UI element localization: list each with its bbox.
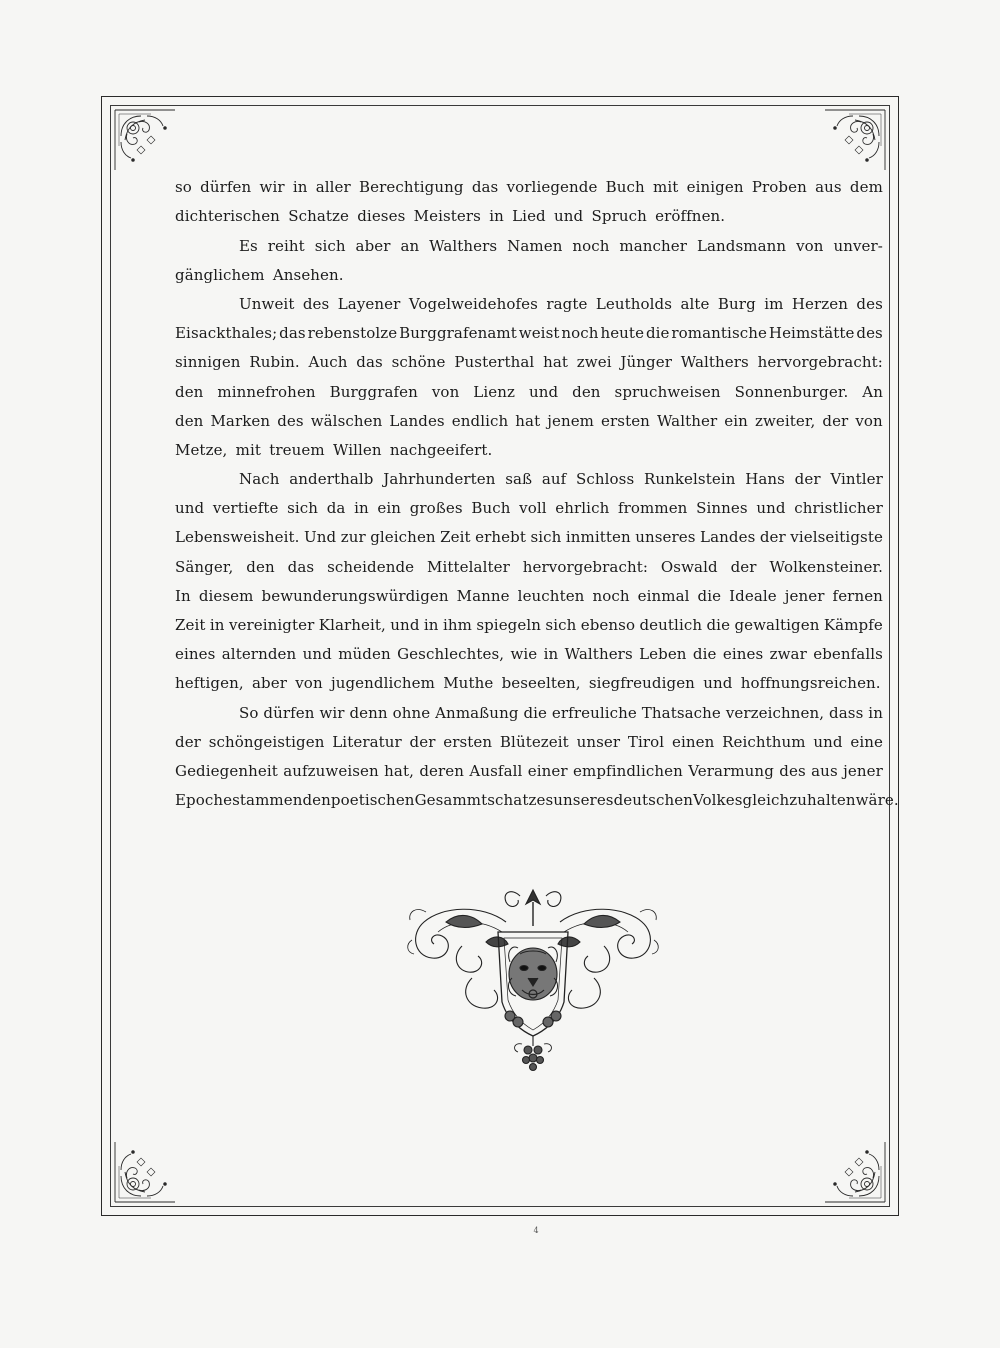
word: das [287, 557, 315, 576]
word: Kämpfe [823, 616, 883, 634]
word: hoffnungsreichen. [740, 674, 881, 693]
word: aber [355, 236, 391, 255]
word: ebenfalls [813, 645, 883, 664]
word: und [756, 499, 786, 518]
word: eines [175, 645, 216, 664]
word: und [703, 674, 733, 693]
word: und [528, 382, 559, 401]
word: mancher [619, 236, 688, 255]
word: nachgeeifert. [389, 440, 493, 459]
word: stammenden [232, 791, 331, 810]
word: eines [722, 645, 764, 664]
word: an [400, 236, 420, 255]
word: Marken [210, 411, 271, 430]
word: noch [572, 236, 610, 255]
word: sinnigen [175, 353, 241, 372]
word: Klarheit, [318, 616, 386, 634]
word: Lebensweisheit. [175, 528, 300, 547]
word: sich [314, 236, 346, 255]
word: Walthers [564, 645, 633, 664]
text-line [175, 196, 883, 225]
word: den [175, 382, 204, 401]
word: den [246, 557, 275, 576]
word: Epoche [175, 791, 233, 810]
word: Walthers [680, 353, 749, 372]
word: das [356, 353, 383, 372]
word: Unweit [239, 294, 295, 313]
word: schöngeistigen [208, 732, 325, 751]
word: Reichthum [722, 732, 806, 751]
word: rebenstolze [307, 324, 398, 343]
word: An [862, 382, 883, 401]
word: Berechtigung [359, 178, 464, 197]
word: großes [409, 499, 463, 518]
word: und [813, 732, 843, 751]
text-line [175, 546, 883, 575]
text-line [175, 371, 883, 400]
word: frommen [618, 499, 688, 518]
word: heftigen, [175, 674, 244, 693]
corner-ornament-icon [111, 1138, 179, 1206]
word: Muthe [443, 674, 494, 693]
word: inmitten [565, 528, 631, 547]
text-line [175, 167, 883, 196]
word: wir [259, 178, 285, 197]
word: unseres [635, 528, 696, 547]
word: Lied [512, 207, 546, 226]
word: sich [530, 528, 562, 547]
word: aufzuweisen [283, 761, 379, 780]
word: das [279, 324, 306, 343]
corner-ornament-icon [821, 106, 889, 174]
word: Anmaßung [435, 703, 519, 722]
word: jenem [547, 411, 595, 430]
word: unver- [833, 236, 883, 255]
word: Vogelweidehofes [408, 294, 538, 313]
word: der [759, 528, 786, 547]
text-line [175, 459, 883, 488]
word: siegfreudigen [588, 674, 695, 693]
word: einer [527, 761, 568, 780]
word: In [175, 586, 191, 605]
text-line [175, 576, 883, 605]
word: von [796, 236, 824, 255]
word: gewaltigen [734, 616, 820, 634]
text-line [175, 401, 883, 430]
word: voll [519, 499, 547, 518]
word: und [302, 645, 332, 664]
word: Walthers [429, 236, 498, 255]
word: beseelten, [501, 674, 581, 693]
word: einen [671, 732, 715, 751]
word: Schloss [576, 470, 635, 489]
word: Runkelstein [643, 470, 736, 489]
word: poetischen [330, 791, 415, 810]
word: jener [784, 586, 825, 605]
word: so [175, 178, 192, 197]
word: heute [600, 324, 645, 343]
word: Blütezeit [499, 732, 569, 751]
word: anderthalb [289, 470, 374, 489]
word: hat, [384, 761, 414, 780]
text-line [175, 751, 883, 780]
word: Landes [389, 411, 445, 430]
word: Landsmann [696, 236, 787, 255]
word: Walther [656, 411, 718, 430]
word: unser [576, 732, 621, 751]
word: hervorgebracht: [757, 353, 883, 372]
word: noch [561, 324, 599, 343]
word: spruchweisen [614, 382, 721, 401]
word: Namen [507, 236, 563, 255]
word: Gediegenheit [175, 761, 278, 780]
word: empfindlichen [573, 761, 683, 780]
word: endlich [451, 411, 509, 430]
word: der [794, 470, 821, 489]
word: und [175, 499, 205, 518]
word: zwar [769, 645, 807, 664]
word: Metze, [175, 440, 228, 459]
word: wir [319, 703, 345, 722]
word: aus [815, 178, 842, 197]
word: in [543, 645, 559, 664]
word: des [856, 294, 883, 313]
text-line [175, 692, 883, 721]
word: der [822, 411, 849, 430]
word: hat [543, 353, 568, 372]
word: Schatze [288, 207, 349, 226]
word: die [523, 703, 548, 722]
word: dürfen [263, 703, 315, 722]
word: deutlich [639, 616, 703, 634]
word: leuchten [517, 586, 585, 605]
word: Lienz [473, 382, 515, 401]
word: Ansehen. [272, 265, 344, 284]
word: Wolkensteiner. [769, 557, 883, 576]
word: die [692, 645, 717, 664]
word: treuem [269, 440, 325, 459]
corner-ornament-icon [821, 1138, 889, 1206]
word: ein [377, 499, 402, 518]
word: hervorgebracht: [522, 557, 648, 576]
word: in [292, 178, 308, 197]
word: wie [510, 645, 538, 664]
word: in [209, 616, 225, 634]
word: Leutholds [595, 294, 673, 313]
word: und [554, 207, 584, 226]
word: in [868, 703, 883, 722]
word: dass [829, 703, 864, 722]
word: deren [419, 761, 465, 780]
word: Herzen [791, 294, 848, 313]
word: gleichzuhalten [742, 791, 856, 810]
word: sich [545, 616, 577, 634]
word: des [302, 294, 330, 313]
word: scheidende [327, 557, 415, 576]
word: der [730, 557, 757, 576]
word: zwei [576, 353, 612, 372]
word: diesem [198, 586, 254, 605]
word: wälschen [310, 411, 383, 430]
word: Pusterthal [454, 353, 535, 372]
word: Zeit [440, 528, 471, 547]
text-line [175, 663, 883, 692]
word: den [175, 411, 204, 430]
word: der [175, 732, 201, 751]
word: erfreuliche [551, 703, 637, 722]
text-line [175, 634, 883, 663]
word: ragte [546, 294, 588, 313]
word: Thatsache [641, 703, 721, 722]
word: Nach [239, 470, 280, 489]
word: zweiter, [754, 411, 816, 430]
word: noch [592, 586, 630, 605]
word: alternden [221, 645, 297, 664]
word: des [277, 411, 304, 430]
word: in [354, 499, 369, 518]
word: ein [724, 411, 748, 430]
word: die [697, 586, 722, 605]
word: Layener [337, 294, 401, 313]
word: einmal [637, 586, 690, 605]
word: unseres [553, 791, 614, 810]
word: eröffnen. [655, 207, 726, 226]
text-line [175, 488, 883, 517]
word: mit [235, 440, 262, 459]
word: dem [849, 178, 883, 197]
word: vielseitigste [790, 528, 883, 547]
text-line [175, 722, 883, 751]
word: die [645, 324, 670, 343]
word: eine [850, 732, 883, 751]
word: spiegeln [476, 616, 542, 634]
text-line [175, 517, 883, 546]
word: vertiefte [212, 499, 279, 518]
word: gleichen [370, 528, 436, 547]
text-line [175, 780, 899, 810]
word: dürfen [200, 178, 252, 197]
word: Rubin. [249, 353, 300, 372]
text-line [175, 605, 883, 634]
word: Willen [332, 440, 382, 459]
word: das [471, 178, 499, 197]
word: Jünger [620, 353, 672, 372]
word: Jahrhunderten [383, 470, 496, 489]
lion-mask-vignette-icon [402, 882, 664, 1082]
word: jener [843, 761, 883, 780]
word: christlicher [794, 499, 883, 518]
word: Eisackthales; [175, 324, 278, 343]
text-line [175, 225, 883, 254]
word: Burggrafenamt [399, 324, 517, 343]
word: ehrlich [555, 499, 610, 518]
word: Manne [456, 586, 510, 605]
word: die [706, 616, 731, 634]
word: Zeit [175, 616, 206, 634]
corner-ornament-icon [111, 106, 179, 174]
word: in [423, 616, 439, 634]
word: vorliegende [506, 178, 598, 197]
word: aber [251, 674, 287, 693]
word: der [409, 732, 436, 751]
word: jugendlichem [330, 674, 435, 693]
word: gänglichem [175, 265, 265, 284]
word: in [489, 207, 504, 226]
word: Geschlechtes, [397, 645, 505, 664]
text-line [175, 284, 883, 313]
text-line [175, 255, 883, 284]
word: dichterischen [175, 207, 280, 226]
word: Burg [717, 294, 756, 313]
word: hat [515, 411, 541, 430]
word: Burggrafen [329, 382, 418, 401]
word: vereinigter [228, 616, 315, 634]
word: auf [541, 470, 567, 489]
word: Es [239, 236, 258, 255]
word: Sinnes [696, 499, 748, 518]
word: Spruch [591, 207, 647, 226]
word: aus [811, 761, 838, 780]
word: So [239, 703, 259, 722]
word: Sänger, [175, 557, 234, 576]
word: Mittelalter [427, 557, 510, 576]
word: erhebt [475, 528, 526, 547]
word: von [431, 382, 460, 401]
word: ersten [443, 732, 493, 751]
word: Tirol [627, 732, 665, 751]
text-line [175, 313, 883, 342]
word: da [326, 499, 346, 518]
word: weist [518, 324, 560, 343]
word: bewunderungswürdigen [261, 586, 449, 605]
word: Gesammtschatzes [414, 791, 554, 810]
word: Hans [745, 470, 785, 489]
word: schöne [391, 353, 446, 372]
word: zur [340, 528, 366, 547]
word: Oswald [660, 557, 718, 576]
word: ersten [601, 411, 650, 430]
word: fernen [832, 586, 883, 605]
word: verzeichnen, [725, 703, 825, 722]
word: ebenso [580, 616, 636, 634]
word: den [572, 382, 601, 401]
word: Proben [751, 178, 807, 197]
word: Sonnenburger. [734, 382, 849, 401]
word: saß [505, 470, 533, 489]
body-text [175, 167, 899, 810]
word: Auch [308, 353, 348, 372]
word: von [855, 411, 883, 430]
word: von [295, 674, 323, 693]
word: minnefrohen [217, 382, 316, 401]
word: Buch [605, 178, 645, 197]
word: Literatur [332, 732, 402, 751]
word: müden [338, 645, 391, 664]
text-line [175, 430, 883, 459]
word: romantische [671, 324, 767, 343]
word: Und [304, 528, 337, 547]
word: des [856, 324, 883, 343]
page-number: 4 [533, 1226, 539, 1235]
word: ihm [442, 616, 472, 634]
word: Landes [700, 528, 756, 547]
word: einigen [686, 178, 744, 197]
word: des [779, 761, 806, 780]
word: Ausfall [469, 761, 523, 780]
word: ohne [392, 703, 431, 722]
word: Meisters [413, 207, 481, 226]
word: alte [680, 294, 710, 313]
word: denn [349, 703, 388, 722]
word: reiht [267, 236, 305, 255]
word: aller [315, 178, 351, 197]
word: wäre. [855, 791, 899, 810]
word: Ideale [729, 586, 777, 605]
word: deutschen [613, 791, 693, 810]
text-line [175, 342, 883, 371]
word: mit [653, 178, 679, 197]
word: im [764, 294, 784, 313]
word: Leben [639, 645, 687, 664]
word: und [390, 616, 420, 634]
word: sich [287, 499, 319, 518]
word: Buch [471, 499, 511, 518]
word: Heimstätte [768, 324, 855, 343]
word: Verarmung [688, 761, 774, 780]
word: dieses [357, 207, 406, 226]
word: Volkes [692, 791, 743, 810]
word: Vintler [830, 470, 883, 489]
